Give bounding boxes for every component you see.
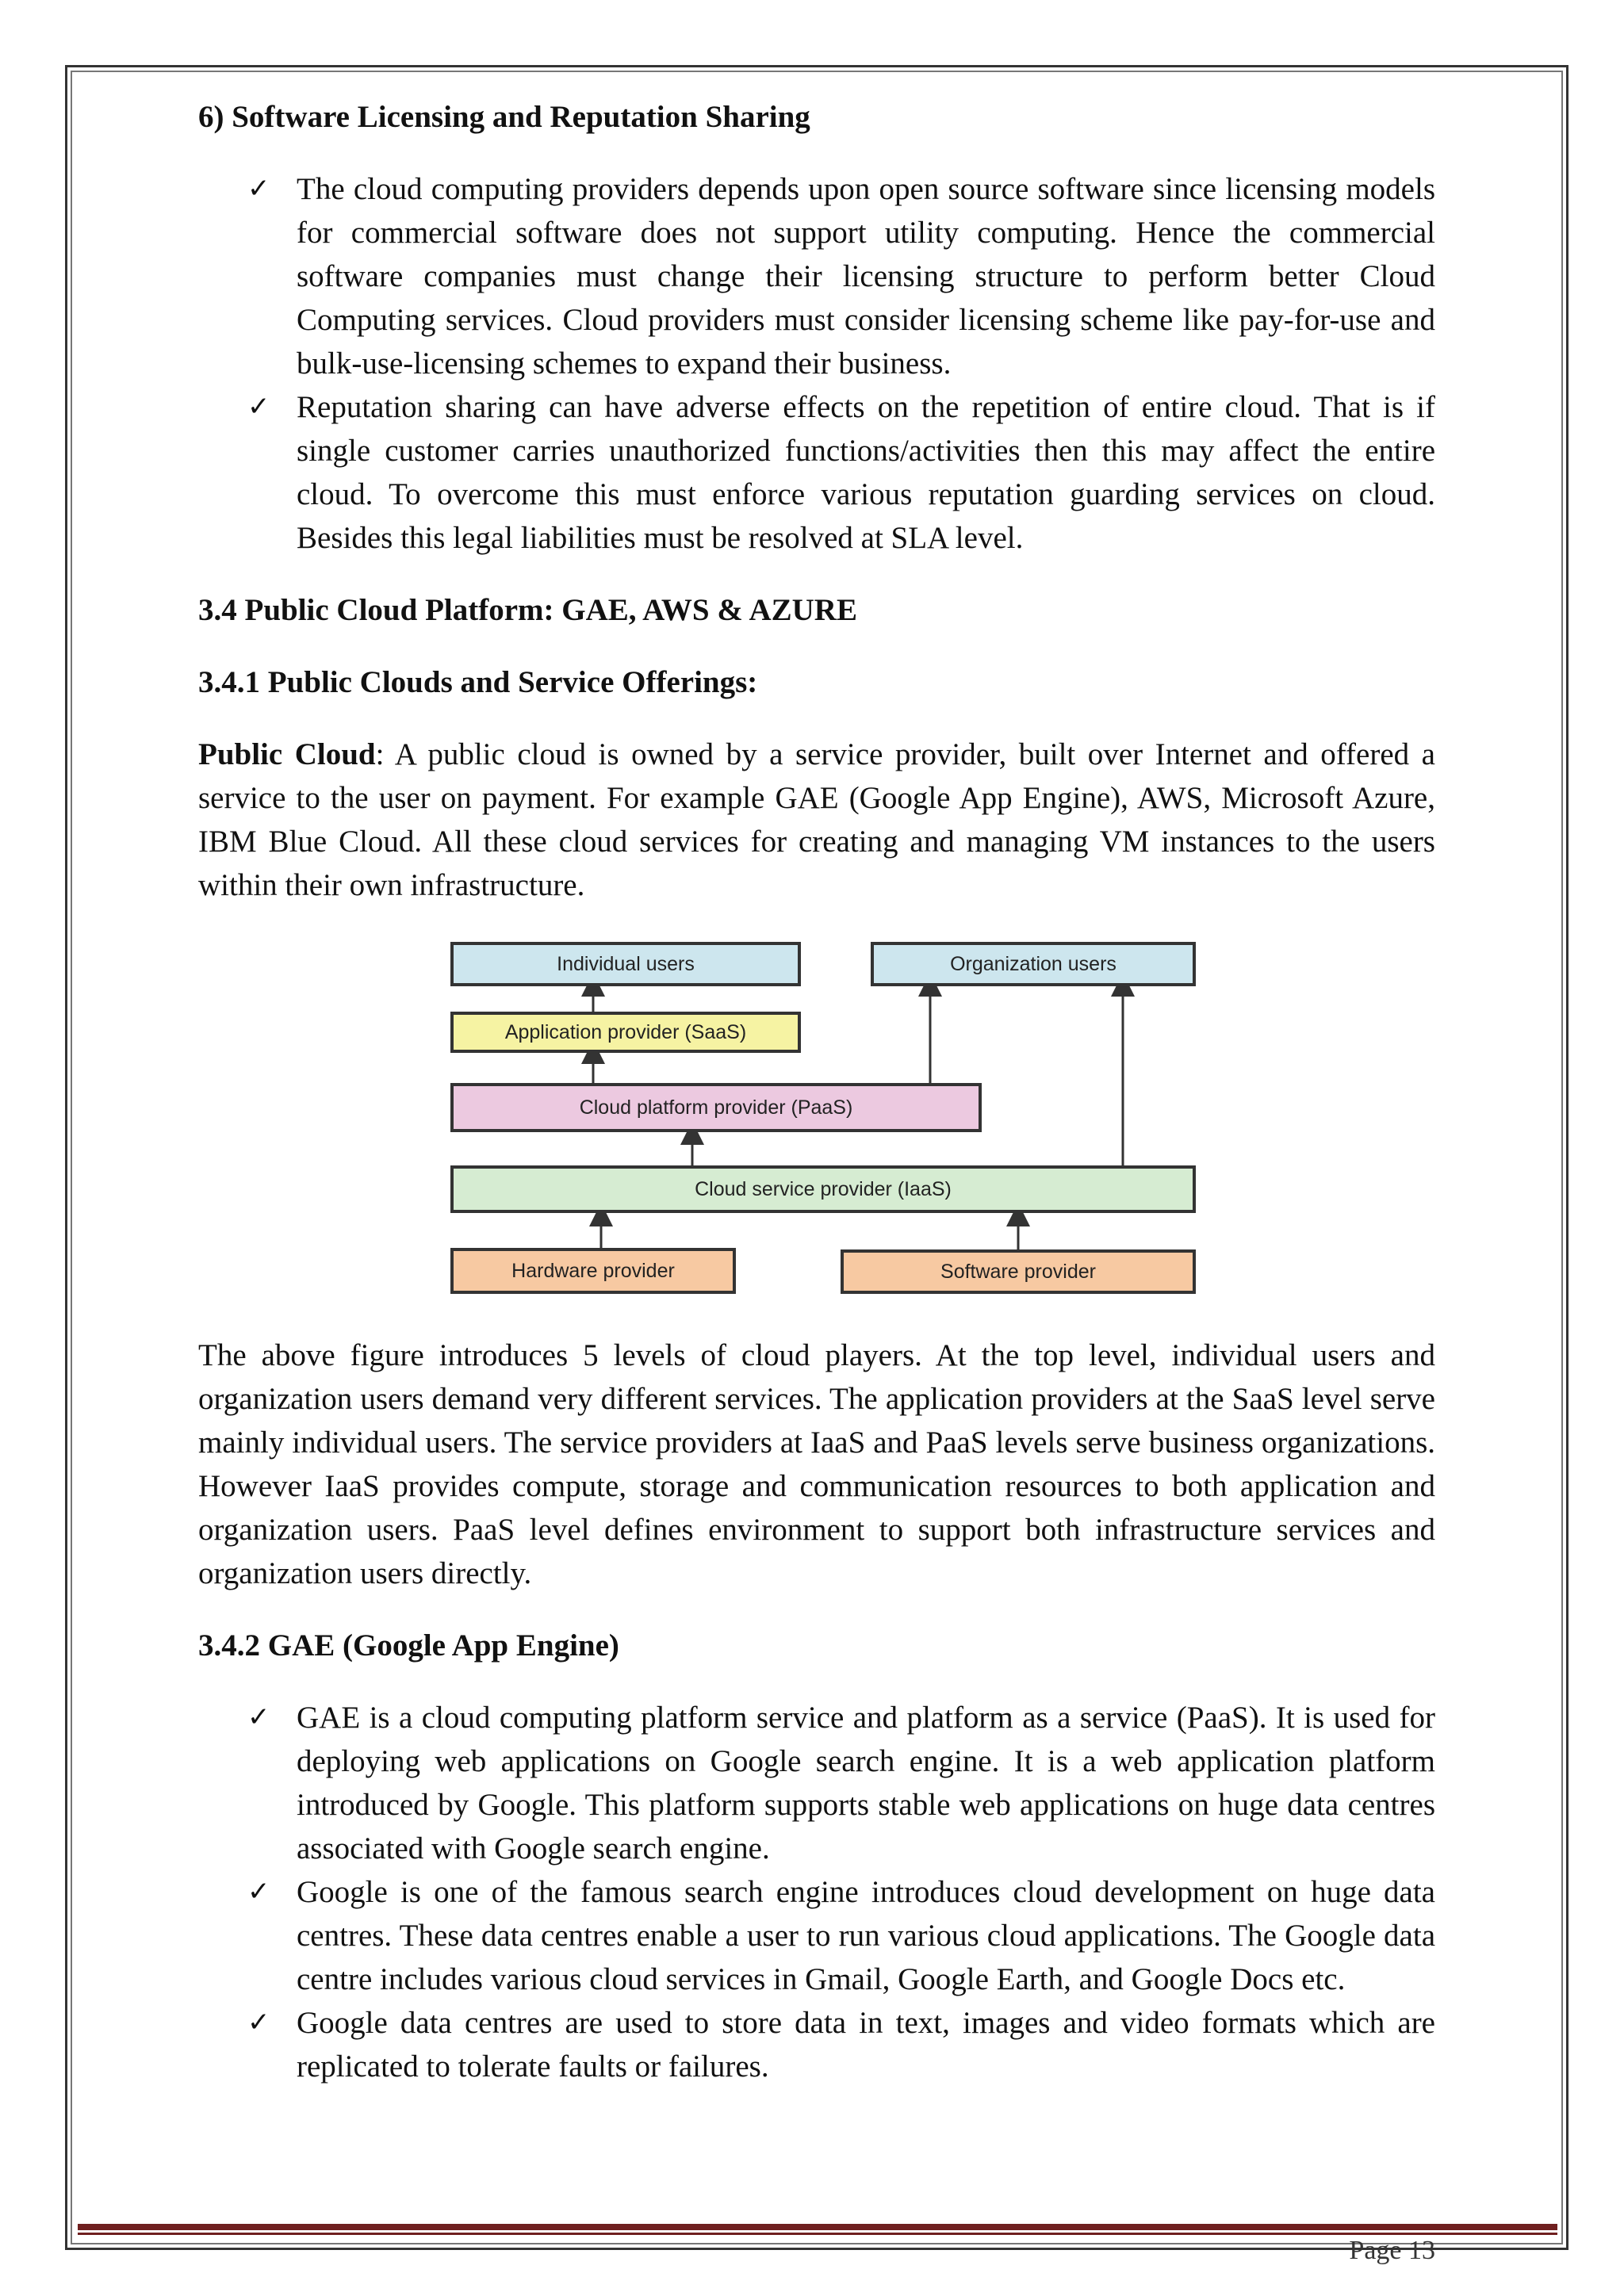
hardware-provider-box: Hardware provider <box>450 1248 736 1294</box>
section-3-4-2-bullet-list <box>198 1696 1435 2088</box>
list-item: ✓ GAE is a cloud computing platform service and platform as a service (PaaS). It is used for deploying web applications on Google search engine. It is a web application platform introduced by Google. This platform supports stable web applications on huge data centres associated with Google search engine. <box>198 1696 1435 1870</box>
checkmark-icon: ✓ <box>247 1876 270 1908</box>
list-item: ✓ Reputation sharing can have adverse effects on the repetition of entire cloud. That is if single customer carries unauthorized functions/activities then this may affect the entire cloud. To overcome this must enforce various reputation guarding services on cloud. Besides this legal liabilities must be resolved at SLA level. <box>198 385 1435 560</box>
list-item: ✓ Google is one of the famous search engine introduces cloud development on huge data centres. These data centres enable a user to run various cloud applications. The Google data centre includes various cloud services in Gmail, Google Earth, and Google Docs etc. <box>198 1870 1435 2001</box>
cloud-platform-provider-box: Cloud platform provider (PaaS) <box>450 1083 982 1132</box>
checkmark-icon: ✓ <box>247 173 270 205</box>
software-provider-box: Software provider <box>841 1249 1196 1294</box>
list-item: ✓ Google data centres are used to store data in text, images and video formats which are replicated to tolerate faults or failures. <box>198 2001 1435 2088</box>
section-6-heading: 6) Software Licensing and Reputation Sharing <box>198 100 810 134</box>
cloud-service-provider-box: Cloud service provider (IaaS) <box>450 1165 1196 1213</box>
public-cloud-definition: : A public cloud is owned by a service provider, built over Internet and offered a service to the user on payment. For example GAE (Google App Engine), AWS, Microsoft Azure, IBM Blue Cloud. All these cloud services for creating and managing VM instances to the users within their own infrastructure. <box>198 737 1435 902</box>
public-cloud-paragraph <box>198 733 1435 907</box>
section-3-4-heading: 3.4 Public Cloud Platform: GAE, AWS & AZURE <box>198 593 857 627</box>
footer-rule-thin <box>78 2233 1557 2235</box>
section-3-4-1-heading: 3.4.1 Public Clouds and Service Offerings: <box>198 665 758 699</box>
checkmark-icon: ✓ <box>247 2007 270 2038</box>
list-item: ✓ The cloud computing providers depends upon open source software since licensing models for commercial software does not support utility computing. Hence the commercial software companies must change their licensing structure to perform better Cloud Computing services. Cloud providers must consider licensing scheme like pay-for-use and bulk-use-licensing schemes to expand their business. <box>198 167 1435 385</box>
cloud-players-diagram <box>450 936 1196 1300</box>
checkmark-icon: ✓ <box>247 1701 270 1733</box>
figure-description-paragraph: The above figure introduces 5 levels of cloud players. At the top level, individual users and organization users demand very different services. The application providers at the SaaS level serve mainly individual users. The service providers at IaaS and PaaS levels serve business organizations. However IaaS provides compute, storage and communication resources to both application and organization users. PaaS level defines environment to support both infrastructure services and organization users directly. <box>198 1338 1435 1590</box>
checkmark-icon: ✓ <box>247 391 270 423</box>
application-provider-box: Application provider (SaaS) <box>450 1012 801 1053</box>
individual-users-box: Individual users <box>450 942 801 986</box>
section-3-4-2-heading: 3.4.2 GAE (Google App Engine) <box>198 1628 619 1663</box>
public-cloud-term: Public Cloud <box>198 737 376 771</box>
section-6-bullet-list <box>198 167 1435 560</box>
page-content <box>198 95 1435 2117</box>
footer-rule <box>78 2224 1557 2230</box>
organization-users-box: Organization users <box>871 942 1196 986</box>
page-number: Page 13 <box>1349 2236 1435 2265</box>
